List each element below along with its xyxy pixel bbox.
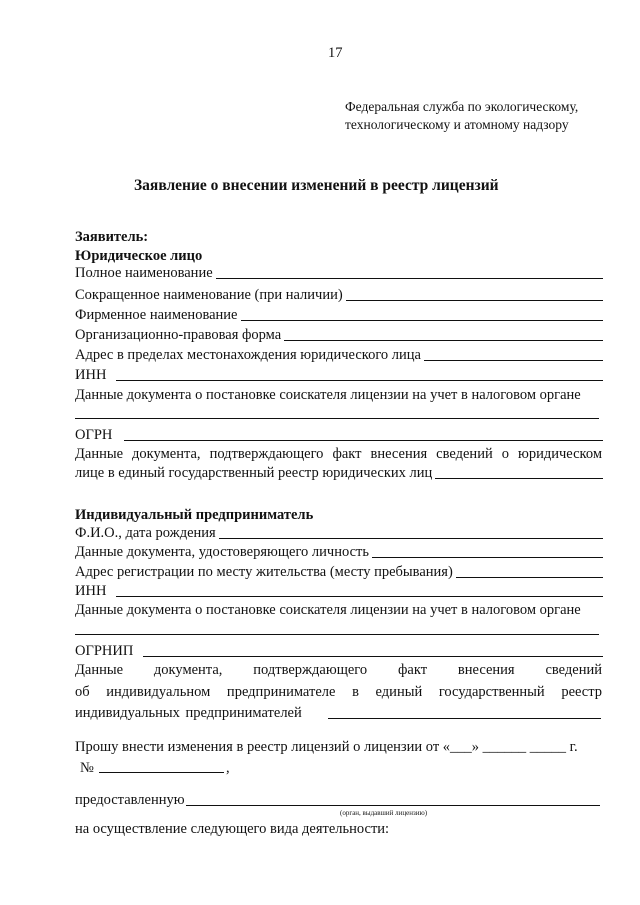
field-ogrn-line xyxy=(124,440,603,441)
field-brand-name-label: Фирменное наименование xyxy=(75,307,238,323)
field-ogrnip-label: ОГРНИП xyxy=(75,643,134,659)
field-legal-tax-doc-label: Данные документа о постановке соискателя лицензии на учет в налоговом органе xyxy=(75,387,581,403)
field-ogrnip-line xyxy=(143,656,603,657)
field-ogrn-label: ОГРН xyxy=(75,427,113,443)
field-legal-form-label: Организационно-правовая форма xyxy=(75,327,282,343)
field-ip-register-doc-label-2: об индивидуальном предпринимателе в единый государственный реестр xyxy=(75,684,602,700)
field-issuer-caption: (орган, выдавший лицензию) xyxy=(340,809,428,817)
field-ip-inn-line xyxy=(116,596,603,597)
field-legal-address-label: Адрес в пределах местонахождения юридического лица xyxy=(75,347,421,363)
field-legal-form-line xyxy=(284,340,603,341)
field-legal-tax-doc-line xyxy=(75,418,599,419)
field-full-name-label: Полное наименование xyxy=(75,265,213,281)
field-issuer-label: предоставленную xyxy=(75,792,185,808)
field-legal-inn-line xyxy=(116,380,603,381)
field-short-name-label: Сокращенное наименование (при наличии) xyxy=(75,287,343,303)
field-brand-name xyxy=(75,306,603,324)
addressee-line-2: технологическому и атомному надзору xyxy=(345,117,569,132)
license-number-label: № xyxy=(80,760,94,776)
field-ip-tax-doc-line xyxy=(75,634,599,635)
page-number: 17 xyxy=(328,45,343,61)
request-line: Прошу внести изменения в реестр лицензий о лицензии от «___» ______ _____ г. xyxy=(75,739,578,755)
field-legal-address-line xyxy=(424,360,603,361)
field-ip-inn xyxy=(75,582,603,600)
field-issuer xyxy=(75,791,600,809)
field-full-name xyxy=(75,264,603,282)
field-legal-register-doc xyxy=(75,464,603,482)
field-ip-tax-doc-label: Данные документа о постановке соискателя лицензии на учет в налоговом органе xyxy=(75,602,581,618)
field-legal-form xyxy=(75,326,603,344)
field-fio xyxy=(75,524,603,542)
applicant-heading: Заявитель: xyxy=(75,229,149,245)
field-ip-register-doc-line xyxy=(328,718,601,719)
field-legal-address xyxy=(75,346,603,364)
field-brand-name-line xyxy=(241,320,604,321)
field-short-name xyxy=(75,286,603,304)
field-issuer-line xyxy=(186,805,600,806)
field-ip-address xyxy=(75,563,603,581)
field-id-doc-label: Данные документа, удостоверяющего личность xyxy=(75,544,369,560)
field-legal-register-doc-label-1: Данные документа, подтверждающего факт внесения сведений о юридическом xyxy=(75,446,602,462)
license-number-line xyxy=(99,772,224,773)
field-fio-label: Ф.И.О., дата рождения xyxy=(75,525,216,541)
field-id-doc xyxy=(75,543,603,561)
field-ip-address-line xyxy=(456,577,603,578)
individual-heading: Индивидуальный предприниматель xyxy=(75,507,314,523)
field-legal-inn-label: ИНН xyxy=(75,367,107,383)
document-title: Заявление о внесении изменений в реестр лицензий xyxy=(134,177,499,194)
activity-label: на осуществление следующего вида деятельности: xyxy=(75,821,390,837)
field-ip-inn-label: ИНН xyxy=(75,583,107,599)
legal-entity-heading: Юридическое лицо xyxy=(75,248,203,264)
field-ogrn xyxy=(75,426,603,444)
field-legal-register-doc-line xyxy=(435,478,603,479)
addressee-line-1: Федеральная служба по экологическому, xyxy=(345,99,579,114)
field-fio-line xyxy=(219,538,603,539)
license-number-tail: , xyxy=(226,760,230,776)
field-ip-address-label: Адрес регистрации по месту жительства (месту пребывания) xyxy=(75,564,453,580)
field-legal-register-doc-label-2: лице в единый государственный реестр юридических лиц xyxy=(75,465,433,481)
field-ogrnip xyxy=(75,642,603,660)
field-full-name-line xyxy=(216,278,603,279)
field-ip-register-doc-label-1: Данные документа, подтверждающего факт внесения сведений xyxy=(75,662,602,678)
field-short-name-line xyxy=(346,300,603,301)
field-id-doc-line xyxy=(372,557,603,558)
field-legal-inn xyxy=(75,366,603,384)
field-ip-register-doc-label-3: индивидуальных предпринимателей xyxy=(75,705,302,721)
